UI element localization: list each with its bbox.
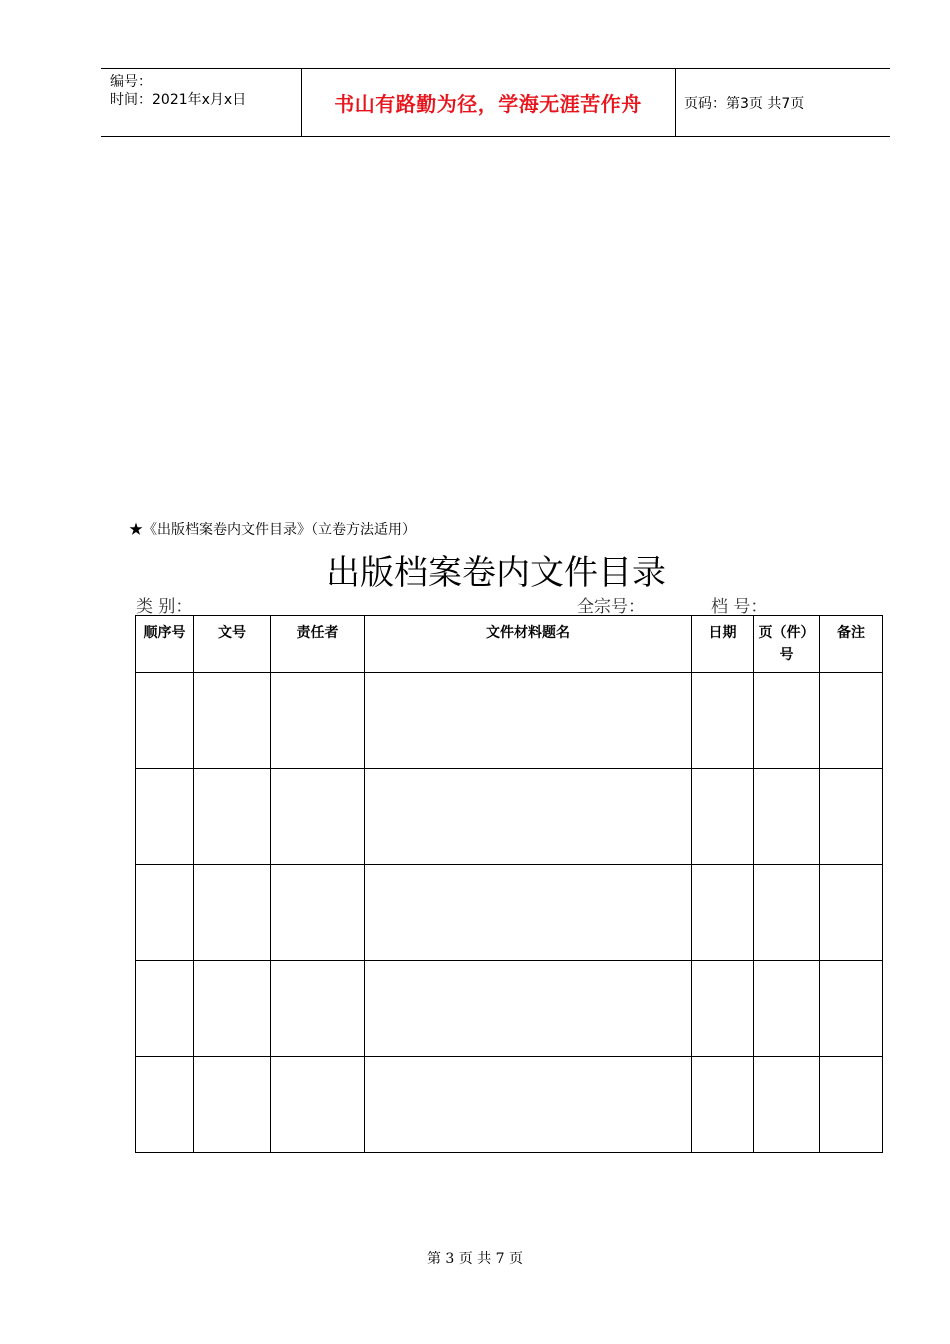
- table-cell: [194, 865, 271, 961]
- col-date-header: 日期: [692, 616, 754, 673]
- table-cell: [365, 769, 692, 865]
- table-row: [136, 673, 883, 769]
- table-row: [136, 961, 883, 1057]
- table-cell: [136, 961, 194, 1057]
- col-seq-header: 顺序号: [136, 616, 194, 673]
- table-cell: [271, 961, 365, 1057]
- table-cell: [365, 673, 692, 769]
- header-info: [110, 73, 246, 109]
- table-cell: [692, 673, 754, 769]
- table-cell: [136, 673, 194, 769]
- table-cell: [692, 865, 754, 961]
- table-cell: [754, 673, 820, 769]
- col-page-header: 页（件）号: [754, 616, 820, 673]
- page-footer: 第 3 页 共 7 页: [426, 1251, 524, 1267]
- table-cell: [194, 1057, 271, 1153]
- table-cell: [271, 769, 365, 865]
- table-cell: [820, 865, 883, 961]
- table-row: [136, 1057, 883, 1153]
- table-cell: [136, 865, 194, 961]
- table-cell: [754, 1057, 820, 1153]
- category-label: 类 别：: [136, 597, 193, 617]
- catalog-table: [135, 615, 883, 1153]
- table-cell: [692, 769, 754, 865]
- header-divider: [675, 69, 676, 136]
- table-cell: [754, 961, 820, 1057]
- table-cell: [194, 769, 271, 865]
- table-cell: [820, 1057, 883, 1153]
- table-cell: [194, 961, 271, 1057]
- col-doc-title-header: 文件材料题名: [365, 616, 692, 673]
- header-motto: 书山有路勤为径，学海无涯苦作舟: [334, 92, 642, 116]
- file-number-label: 档 号：: [711, 597, 768, 617]
- table-header-row: [136, 616, 883, 673]
- table-row: [136, 865, 883, 961]
- table-cell: [365, 1057, 692, 1153]
- table-cell: [365, 961, 692, 1057]
- table-cell: [136, 769, 194, 865]
- table-cell: [754, 865, 820, 961]
- col-doc-no-header: 文号: [194, 616, 271, 673]
- header-page-label: 页码：第3页 共7页: [684, 96, 805, 112]
- serial-label: 编号：: [110, 74, 152, 90]
- table-cell: [136, 1057, 194, 1153]
- section-note: ★《出版档案卷内文件目录》（立卷方法适用）: [129, 522, 416, 538]
- time-label: 时间：2021年x月x日: [110, 92, 247, 108]
- table-cell: [194, 673, 271, 769]
- col-responsible-header: 责任者: [271, 616, 365, 673]
- page-header: [101, 68, 890, 137]
- table-cell: [365, 865, 692, 961]
- table-cell: [271, 865, 365, 961]
- col-remarks-header: 备注: [820, 616, 883, 673]
- table-cell: [271, 1057, 365, 1153]
- table-cell: [820, 769, 883, 865]
- fonds-label: 全宗号：: [577, 597, 645, 617]
- table-cell: [754, 769, 820, 865]
- table-cell: [692, 1057, 754, 1153]
- table-cell: [271, 673, 365, 769]
- document-title: 出版档案卷内文件目录: [326, 553, 666, 593]
- table-cell: [820, 961, 883, 1057]
- table-cell: [692, 961, 754, 1057]
- table-cell: [820, 673, 883, 769]
- table-row: [136, 769, 883, 865]
